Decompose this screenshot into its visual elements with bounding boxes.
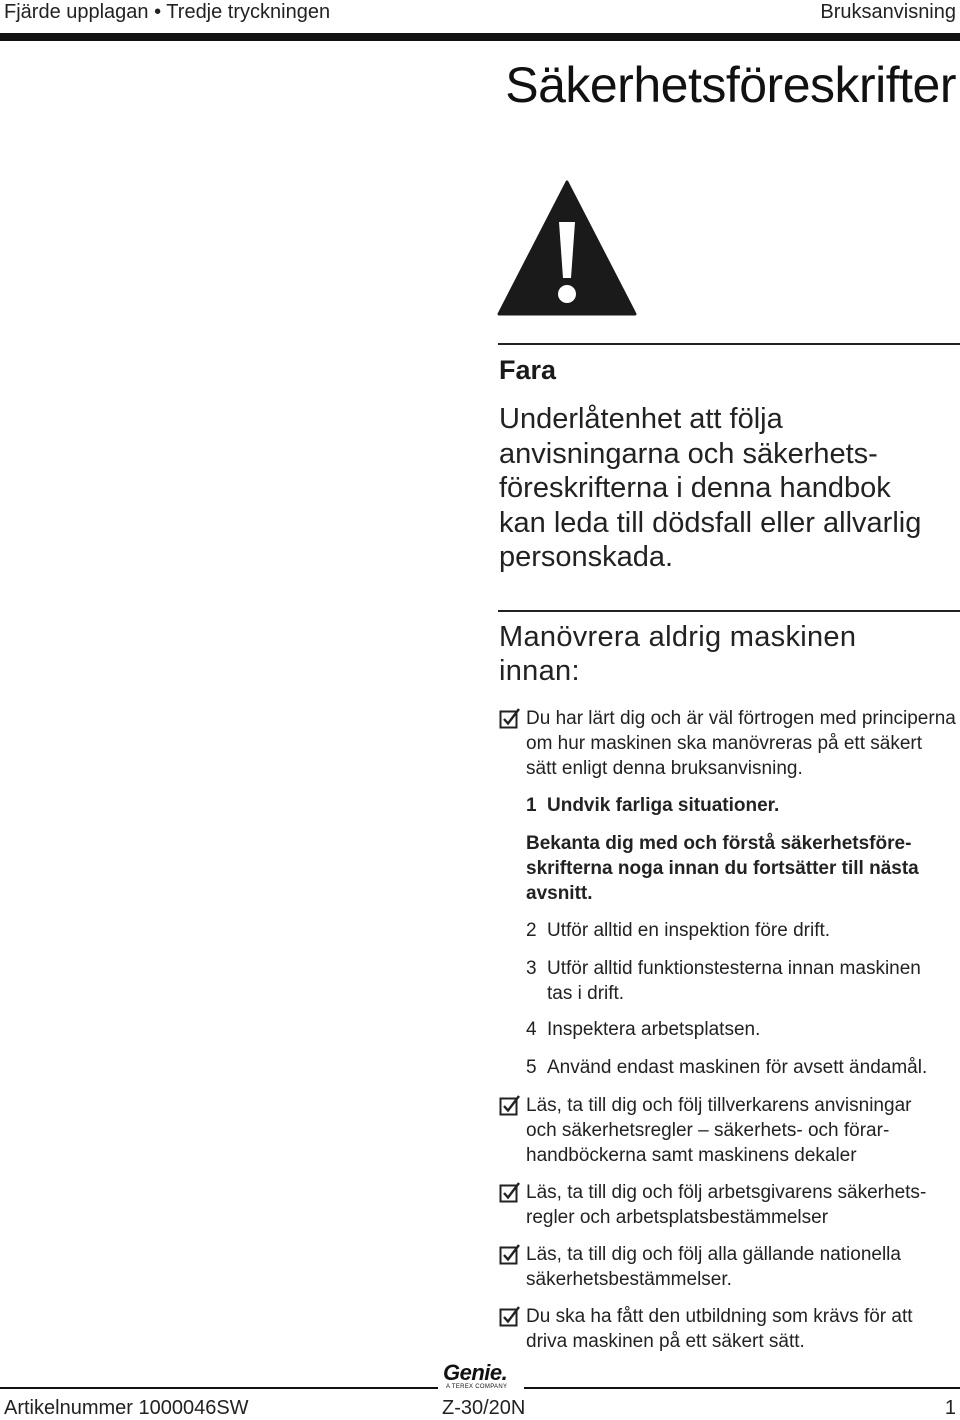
checklist-item: Läs, ta till dig och följ arbetsgivarens säkerhetsregler och arbetsplatsbestämmelser: [526, 1182, 927, 1228]
checkbox-checked-icon: [499, 1094, 521, 1116]
danger-label: Fara: [499, 355, 557, 385]
step-number: 2: [526, 920, 537, 941]
step-item: [526, 956, 951, 1006]
step-note: Bekanta dig med och förstå säkerhetsföreskrifterna noga innan du fortsätter till nästa avsnitt.: [526, 833, 919, 904]
checklist-item: Du har lärt dig och är väl förtrogen med principerna om hur maskinen ska manövreras på ett säkert sätt enligt denna bruksanvisning.: [526, 708, 956, 779]
checkbox-checked-icon: [499, 1181, 521, 1203]
checkbox-checked-icon: [499, 1243, 521, 1265]
step-number: 1: [526, 795, 537, 816]
step-number: 4: [526, 1019, 537, 1040]
step-text: Undvik farliga situationer.: [547, 795, 780, 816]
checklist-item: Läs, ta till dig och följ tillverkarens anvisningar och säkerhetsregler – säkerhets- och förarhandböckerna samt maskinens dekaler: [526, 1095, 912, 1166]
header-edition: Fjärde upplagan • Tredje tryckningen: [4, 1, 331, 23]
checkbox-checked-icon: [499, 707, 521, 729]
step-item: [526, 1017, 956, 1042]
step-text: Använd endast maskinen för avsett ändamål.: [547, 1057, 928, 1078]
step-item: [526, 1055, 956, 1080]
page-title: Säkerhetsföreskrifter: [505, 57, 956, 113]
step-item: [526, 918, 956, 943]
step-text: Utför alltid funktionstesterna innan maskinen tas i drift.: [547, 958, 921, 1004]
brand-tagline: A TEREX COMPANY: [446, 1384, 508, 1390]
step-item: [526, 793, 956, 818]
step-text: Inspektera arbetsplatsen.: [547, 1019, 761, 1040]
step-number: 3: [526, 958, 537, 979]
section-rule: [498, 610, 960, 612]
checklist-item: Läs, ta till dig och följ alla gällande nationella säkerhetsbestämmelser.: [526, 1244, 901, 1290]
step-text: Utför alltid en inspektion före drift.: [547, 920, 831, 941]
checkbox-checked-icon: [499, 1305, 521, 1327]
header-manual-type: Bruksanvisning: [820, 1, 956, 23]
danger-rule: [498, 343, 960, 345]
danger-text: Underlåtenhet att följa anvisningarna och säkerhetsföreskrifterna i denna handbok kan leda till dödsfall eller allvarlig personskada.: [499, 403, 922, 573]
step-number: 5: [526, 1057, 537, 1078]
header-rule: [0, 33, 960, 41]
operate-heading: Manövrera aldrig maskinen innan:: [499, 621, 857, 687]
footer-model: Z-30/20N: [438, 1396, 529, 1420]
brand-logo: Genie.: [443, 1360, 508, 1385]
footer-page-number: 1: [941, 1396, 956, 1420]
checklist-item: Du ska ha fått den utbildning som krävs för att driva maskinen på ett säkert sätt.: [526, 1306, 913, 1352]
warning-triangle-icon: [497, 180, 637, 316]
footer-part-number: Artikelnummer 1000046SW: [4, 1396, 253, 1420]
